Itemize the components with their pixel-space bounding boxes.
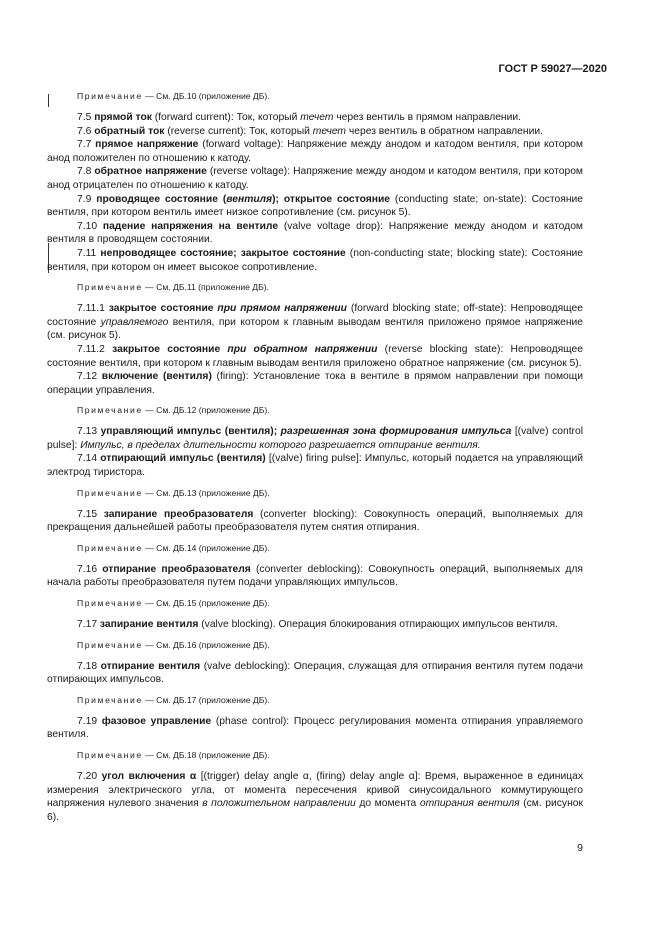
- term: закрытое состояние: [108, 303, 218, 315]
- term: запирание вентиля: [99, 619, 199, 631]
- standard-header: ГОСТ Р 59027—2020: [498, 63, 607, 75]
- term: непроводящее состояние; закрытое состояние: [100, 247, 346, 259]
- term-7-20: 7.20 угол включения α [(trigger) delay angle α, (firing) delay angle α]: Время, выраженное в единицах измерения электрического угла, от момента пересечения кривой синусоидального коммутирующего напряжения нулевого значения в положительном направлении до момента отпирания вентиля (см. рисунок 6).: [47, 771, 584, 823]
- term-7-8: 7.8 обратное напряжение (reverse voltage): Напряжение между анодом и катодом вентиля, при котором анод отрицателен по отношению к катоду.: [47, 166, 583, 191]
- note-prefix: Примечание: [77, 91, 143, 101]
- term: прямое напряжение: [95, 139, 199, 151]
- term: падение напряжения на вентиле: [102, 220, 279, 232]
- term-7-6: 7.6 обратный ток (reverse current): Ток, который течет через вентиль в обратном направлении.: [77, 125, 543, 137]
- term-7-18: 7.18 отпирание вентиля (valve deblocking): Операция, служащая для отпирания вентиля путем подачи отпирающих импульсов.: [47, 660, 584, 686]
- term-7-14: 7.14 отпирающий импульс (вентиля) [(valve) firing pulse]: Импульс, который подается на управляющий электрод тиристора.: [47, 453, 583, 479]
- term-7-7: 7.7 прямое напряжение (forward voltage): Напряжение между анодом и катодом вентиля, при котором анод положителен по отношению к катоду.: [47, 139, 583, 164]
- term: обратное напряжение: [94, 166, 207, 178]
- term-7-16: 7.16 отпирание преобразователя (converter deblocking): Совокупность операций, выполняемых для начала работы преобразователя путем подачи управляющих импульсов.: [47, 563, 584, 589]
- term: включение (вентиля): [101, 371, 212, 383]
- term-7-13: 7.13 управляющий импульс (вентиля); разрешенная зона формирования импульса [(valve) control pulse]: Импульс, в пределах длительности которого разрешается отпирание вентиля.: [47, 426, 583, 451]
- document-body: [47, 90, 583, 824]
- term-7-5: 7.5 прямой ток (forward current): Ток, который течет через вентиль в прямом направлении.: [77, 112, 521, 123]
- term-7-9: 7.9 проводящее состояние (вентиля); открытое состояние (conducting state; on-state): Состояние вентиля, при котором вентиль имеет низкое сопротивление (см. рисунок 5).: [47, 193, 583, 219]
- term: закрытое состояние: [112, 343, 228, 355]
- term-7-11: 7.11 непроводящее состояние; закрытое состояние (non-conducting state; blocking state): Состояние вентиля, при котором он имеет высокое сопротивление.: [47, 247, 583, 273]
- term: отпирающий импульс (вентиля): [100, 453, 266, 465]
- term: угол включения α: [101, 771, 197, 782]
- term: фазовое управление: [101, 715, 212, 727]
- term-7-11-1: 7.11.1 закрытое состояние при прямом напряжении (forward blocking state; off-state): Непроводящее состояние управляемого вентиля, при котором к главным выводам вентиля приложено прямое напряжение (см. рисунок 5).: [47, 303, 583, 342]
- note: Примечание — См. ДБ.10 (приложение ДБ).: [77, 91, 270, 101]
- term: отпирание вентиля: [100, 660, 201, 672]
- term: обратный ток: [94, 125, 165, 137]
- term: проводящее состояние (: [96, 193, 227, 205]
- note: Примечание — См. ДБ.18 (приложение ДБ).: [77, 750, 270, 760]
- note: Примечание — См. ДБ.13 (приложение ДБ).: [77, 487, 270, 498]
- term: управляющий импульс (вентиля);: [100, 426, 281, 438]
- note: Примечание — См. ДБ.11 (приложение ДБ).: [77, 282, 270, 293]
- note: Примечание — См. ДБ.12 (приложение ДБ).: [77, 405, 270, 416]
- term-7-11-2: 7.11.2 закрытое состояние при обратном напряжении (reverse blocking state): Непроводящее состояние вентиля, при котором к главным выводам вентиля приложено обратное напряжение (см. рисунок 5).: [47, 343, 583, 369]
- term-7-15: 7.15 запирание преобразователя (converter blocking): Совокупность операций, выполняемых для прекращения дальнейшей работы преобразователя путем снятия отпирания.: [47, 508, 583, 534]
- page-number: 9: [577, 842, 583, 854]
- term: отпирание преобразователя: [102, 563, 251, 575]
- note: Примечание — См. ДБ.14 (приложение ДБ).: [77, 542, 270, 553]
- term-7-19: 7.19 фазовое управление (phase control): Процесс регулирования момента отпирания управляемого вентиля.: [47, 715, 583, 741]
- term: запирание преобразователя: [103, 508, 254, 520]
- term-7-17: 7.17 запирание вентиля (valve blocking). Операция блокирования отпирающих импульсов вентиля.: [77, 619, 558, 631]
- term-7-10: 7.10 падение напряжения на вентиле (valve voltage drop): Напряжение между анодом и катодом вентиля в проводящем состоянии.: [47, 220, 583, 246]
- note: Примечание — См. ДБ.17 (приложение ДБ).: [77, 694, 270, 705]
- term-7-12: 7.12 включение (вентиля) (firing): Установление тока в вентиле в прямом направлении при помощи операции управления.: [47, 371, 583, 396]
- term: прямой ток: [94, 112, 152, 123]
- note: Примечание — См. ДБ.16 (приложение ДБ).: [77, 639, 270, 650]
- note: Примечание — См. ДБ.15 (приложение ДБ).: [77, 598, 270, 609]
